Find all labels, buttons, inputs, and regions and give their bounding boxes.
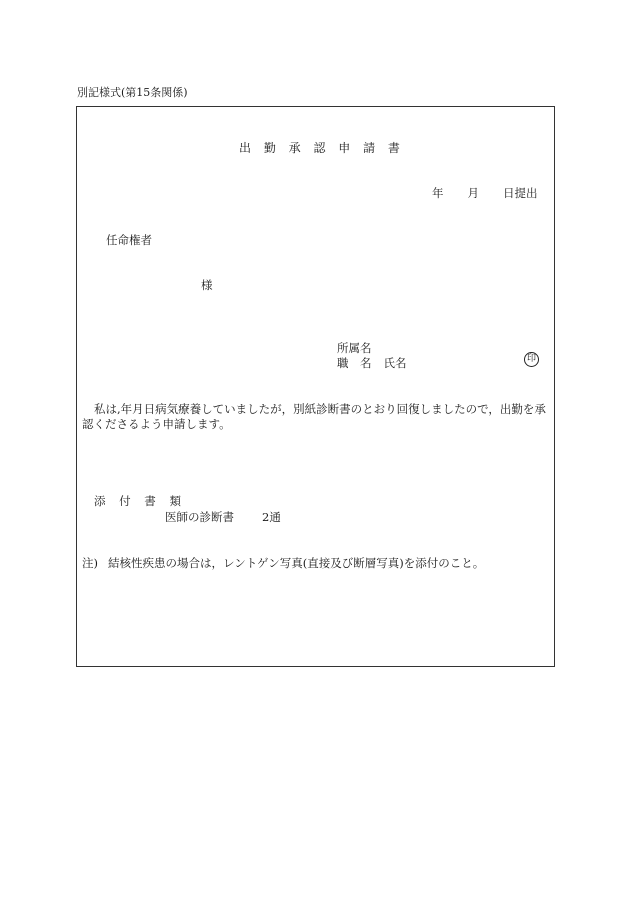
attachment-item	[165, 509, 281, 525]
submission-date-line	[432, 185, 538, 201]
date-day-submitted-label: 日提出	[503, 186, 538, 200]
post-label: 職 名	[337, 356, 372, 370]
statement-paragraph	[82, 402, 552, 432]
appointer-label: 任命権者	[106, 233, 152, 247]
note-line	[82, 555, 484, 571]
attachment-item-count: 2通	[262, 510, 281, 524]
affiliation-label: 所属名	[337, 341, 372, 355]
statement-part2: 日病気療養していましたが，別紙診断書のとおり回復しましたので，出勤を承認くださるよう申請します。	[82, 402, 546, 431]
attachments-heading: 添 付 書 類	[94, 494, 181, 508]
statement-year: 年	[120, 402, 133, 416]
note-text: 結核性疾患の場合は，レントゲン写真(直接及び断層写真)を添付のこと。	[108, 556, 485, 570]
statement-part1: 私は,	[94, 402, 121, 416]
attachment-item-name: 医師の診断書	[165, 510, 234, 524]
date-month-label: 月	[467, 186, 479, 200]
name-label: 氏名	[383, 356, 407, 370]
document-title: 出 勤 承 認 申 請 書	[239, 141, 401, 155]
statement-month: 月	[132, 402, 144, 416]
note-marker: 注)	[82, 556, 98, 570]
honorific-sama: 様	[201, 278, 213, 292]
post-name-line	[337, 355, 407, 371]
seal-stamp-mark: 印	[524, 352, 539, 367]
date-year-label: 年	[432, 186, 444, 200]
form-label: 別記様式(第15条関係)	[77, 86, 188, 99]
